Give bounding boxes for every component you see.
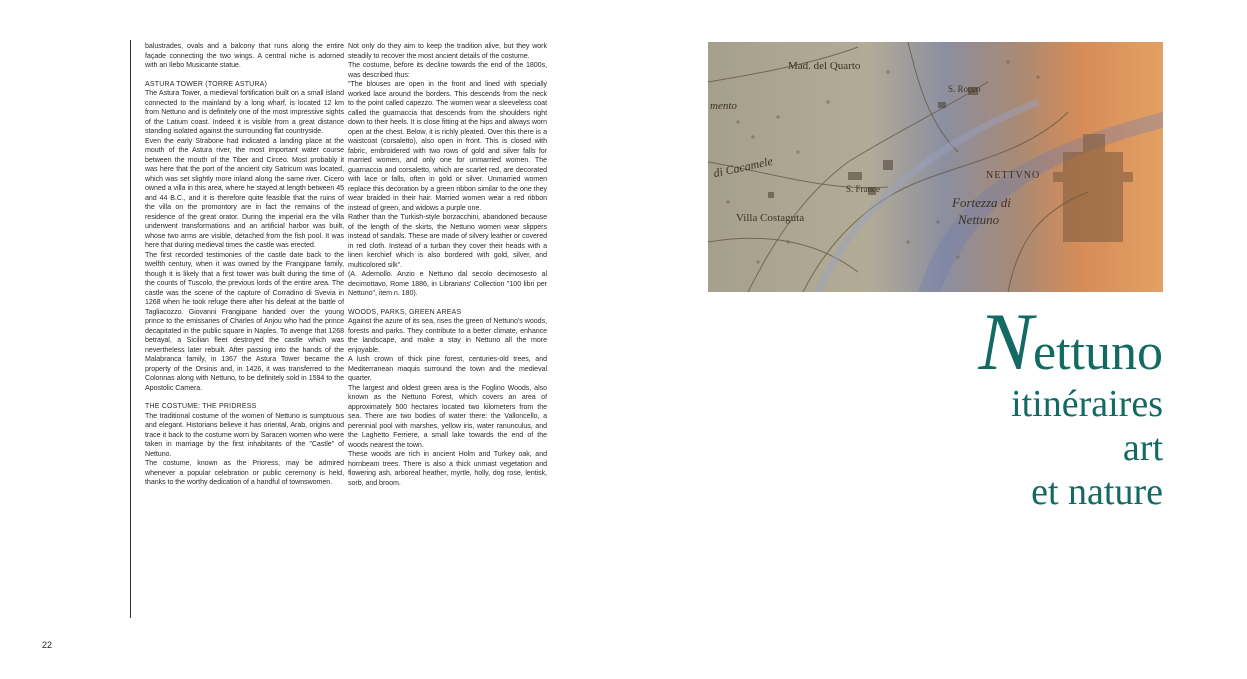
paragraph: A lush crown of thick pine forest, centuries-old trees, and Mediterranean maquis surround the town and the medieval quarter. <box>348 355 547 382</box>
map-label: di Cacamele <box>712 153 775 181</box>
map-label: S. Rocco <box>948 84 981 94</box>
paragraph: The costume, before its decline towards the end of the 1800s, was described thus: <box>348 61 547 79</box>
paragraph: Even the early Strabone had indicated a landing place at the mouth of the Astura river, the most important water course between the mouth of the Tiber and Circeo. Most probably it was here that the port of the ancient city Satricum was located, which was set slightly more inland along the same river. Cicero owned a villa in this area, where he stayed at length between 45 and 44 B.C., and it is therefore quite feasible that the ruins of the villa on the promontory are in fact the remains of the residence of the great orator. During the imperial era the villa underwent transformations and an artificial harbor was built, whose two arms are visible, detached from the fish pool. It was here that during medieval times the castle was erected. <box>145 136 344 249</box>
subtitle-line: et nature <box>1031 471 1163 513</box>
section-heading: ASTURA TOWER (TORRE ASTURA) <box>145 80 268 88</box>
map-drawing <box>708 42 1163 292</box>
paragraph: Against the azure of its sea, rises the green of Nettuno's woods, forests and parks. They contribute to a better climate, enhance the landscape, and make a stay in Nettuno all the more enjoyable. <box>348 317 547 354</box>
subtitle-line: itinéraires <box>1011 383 1163 425</box>
title-nettuno <box>978 296 1163 393</box>
paragraph: The traditional costume of the women of Nettuno is sumptuous and elegant. Historians believe it has oriental, Arab, origins and trace it back to the costume worn by Saracen women who were taken in marriage by the first inhabitants of the "Castle" of Nettuno. <box>145 411 344 458</box>
page-number: 22 <box>42 640 53 650</box>
citation: (A. Ademollo. Anzio e Nettuno dal secolo decimosesto al decimottavo, Rome 1886, in Librarians' Collection "100 libri per Nettuno", item n. 180). <box>348 270 547 297</box>
text-column-2 <box>348 42 547 488</box>
historic-map-image <box>708 42 1163 292</box>
paragraph: Not only do they aim to keep the tradition alive, but they work steadily to recover the most ancient details of the costume. <box>348 42 547 60</box>
quote-paragraph: Rather than the Turkish-style borzacchini, abandoned because of the length of the skirts, the Nettuno women wear slippers instead of sandals. These are made of silvery leather or covered in red cloth. Instead of a turban they cover their heads with a linen kerchief which is also bordered with gold, silver, and multicolored silk". <box>348 213 547 269</box>
map-label: Nettuno <box>958 212 1000 227</box>
paragraph: These woods are rich in ancient Holm and Turkey oak, and hornbeam trees. There is also a thick unmast vegetation and flowering ash, arboreal heather, myrtle, holly, dog rose, lentisk, sorb, and broom. <box>348 450 547 487</box>
map-label: mento <box>710 100 737 112</box>
quote-paragraph: "The blouses are open in the front and lined with specially worked lace around the borders. This descends from the neck to the point called capezzo. The women wear a sleeveless coat called the guarnaccia that descends from the shoulders right down to their heels. It is close fitting at the hips and always worn open at the chest. Below, it is richly pleated. Over this there is a waistcoat (corsaletto), also open in front. This is closed with fabric, embroidered with two rows of gold and silver falls for married women, and only one for unmarried women. The guarnaccia and corsaletto, which are scarlet red, are decorated with lace or falls, often in gold or silver. Unmarried women replace this decoration by a green ribbon similar to the one they wear braided in their hair. Married women wear a red ribbon instead of green, and widows a purple one. <box>348 80 547 212</box>
map-label: Mad. del Quarto <box>788 60 861 72</box>
map-label: S. France <box>846 184 880 194</box>
paragraph: balustrades, ovals and a balcony that runs along the entire façade connecting the two wings. A central niche is adorned with an Ilebo Musicante statue. <box>145 42 344 69</box>
map-label: Villa Costaguta <box>736 212 805 224</box>
map-label: Fortezza di <box>952 195 1011 210</box>
section-heading: THE COSTUME: THE PRIDRESS <box>145 403 257 410</box>
column-rule <box>130 40 131 618</box>
paragraph: The costume, known as the Prioress, may be admired whenever a popular celebration or public ceremony is held, thanks to the worthy dedication of a handful of townswomen. <box>145 459 344 486</box>
paragraph: The largest and oldest green area is the Foglino Woods, also known as the Nettuno Forest, which covers an area of approximately 500 hectares located two kilometers from the sea. There are two bodies of water there: the Valloncello, a perennial pool with marshes, yellow iris, water ranunculus, and the Laghetto Ferriere, a small lake towards the end of the woods nearest the town. <box>348 383 547 449</box>
paragraph: The Astura Tower, a medieval fortification built on a small island connected to the mainland by a long wharf, is located 12 km from Nettuno and is definitely one of the most impressive sights of the Latium coast. Indeed it is visible from a great distance standing isolated against the surrounding flat countryside. <box>145 89 344 135</box>
map-label: NETTVNO <box>986 170 1041 181</box>
paragraph: The first recorded testimonies of the castle date back to the twelfth century, when it was owned by the Frangipane family, though it is likely that a first tower was built during the time of the counts of Tuscolo, the previous lords of the entire area. The castle was the scene of the capture of Corradino di Svevia in 1268 when he took refuge there after his defeat at the battle of Tagliacozzo. Giovanni Frangipane handed over the young prince to the emissaries of Charles of Anjou who had the prince decapitated in the public square in Naples. To avenge that 1268 betrayal, a Sicilian fleet destroyed the castle which was nevertheless later rebuilt. After passing into the hands of the Malabranca family, in 1367 the Astura Tower became the property of the Orsinis and, in 1426, it was transferred to the Colonnas along with Nettuno, to be definitely sold in 1594 to the Apostolic Camera. <box>145 250 344 392</box>
title-initial: N <box>978 296 1034 387</box>
section-heading: WOODS, PARKS, GREEN AREAS <box>348 308 462 316</box>
subtitle-line: art <box>1122 427 1163 469</box>
text-column-1 <box>145 42 344 488</box>
title-rest: ettuno <box>1033 324 1163 381</box>
